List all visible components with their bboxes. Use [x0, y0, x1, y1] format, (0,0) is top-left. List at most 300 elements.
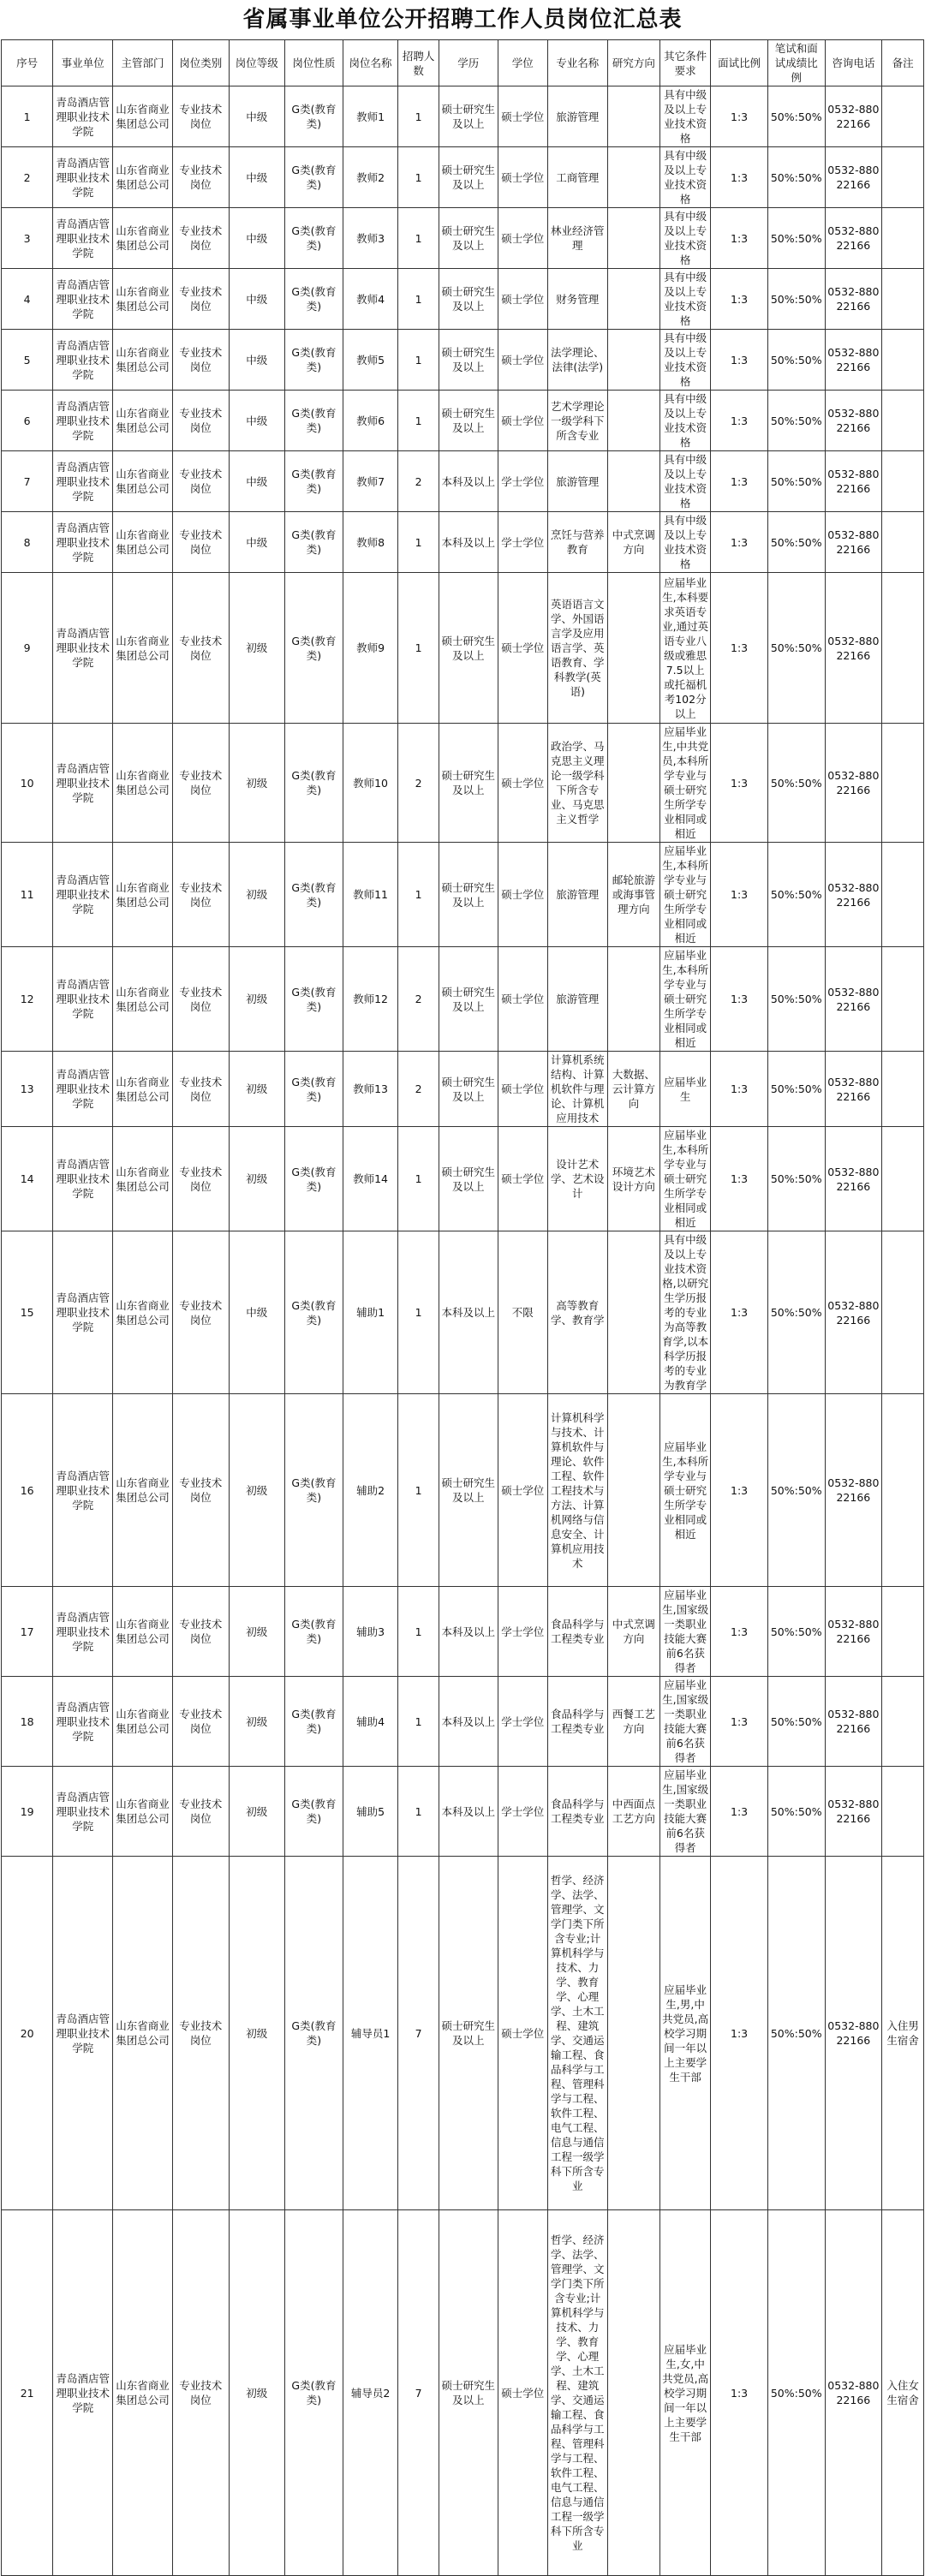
table-cell-dept: 山东省商业集团总公司 — [113, 1231, 173, 1394]
table-cell-unit: 青岛酒店管理职业技术学院 — [53, 1587, 113, 1677]
table-cell-major: 旅游管理 — [547, 451, 607, 512]
table-cell-level: 初级 — [229, 1394, 285, 1587]
table-cell-weight: 50%:50% — [767, 843, 825, 947]
table-cell-weight: 50%:50% — [767, 391, 825, 451]
table-cell-note — [882, 1231, 924, 1394]
table-cell-ratio: 1:3 — [711, 1052, 768, 1127]
table-cell-ratio: 1:3 — [711, 208, 768, 269]
table-cell-level: 中级 — [229, 208, 285, 269]
table-cell-category: 专业技术岗位 — [172, 269, 229, 330]
table-cell-post: 辅导员2 — [343, 2210, 398, 2576]
table-cell-education: 硕士研究生及以上 — [439, 573, 498, 724]
table-cell-degree: 学士学位 — [498, 1677, 547, 1767]
table-cell-dept: 山东省商业集团总公司 — [113, 1394, 173, 1587]
table-cell-education: 硕士研究生及以上 — [439, 1052, 498, 1127]
table-cell-post: 教师5 — [343, 330, 398, 391]
table-cell-no: 2 — [2, 147, 53, 208]
table-cell-unit: 青岛酒店管理职业技术学院 — [53, 1857, 113, 2210]
table-cell-count: 1 — [398, 86, 439, 147]
table-row — [2, 451, 924, 512]
table-cell-education: 硕士研究生及以上 — [439, 947, 498, 1052]
table-cell-degree: 硕士学位 — [498, 1052, 547, 1127]
table-cell-unit: 青岛酒店管理职业技术学院 — [53, 1394, 113, 1587]
table-cell-category: 专业技术岗位 — [172, 451, 229, 512]
table-row — [2, 269, 924, 330]
table-cell-dept: 山东省商业集团总公司 — [113, 391, 173, 451]
table-cell-major: 林业经济管理 — [547, 208, 607, 269]
table-cell-count: 1 — [398, 1231, 439, 1394]
table-cell-dept: 山东省商业集团总公司 — [113, 1587, 173, 1677]
table-cell-level: 初级 — [229, 947, 285, 1052]
table-cell-education: 硕士研究生及以上 — [439, 208, 498, 269]
table-cell-count: 1 — [398, 843, 439, 947]
table-cell-post: 辅助4 — [343, 1677, 398, 1767]
table-cell-count: 2 — [398, 724, 439, 843]
table-cell-level: 中级 — [229, 86, 285, 147]
table-cell-post: 教师3 — [343, 208, 398, 269]
table-cell-nature: G类(教育类) — [285, 269, 343, 330]
table-cell-phone: 0532-88022166 — [825, 208, 882, 269]
table-cell-no: 4 — [2, 269, 53, 330]
table-cell-note — [882, 1052, 924, 1127]
table-cell-no: 10 — [2, 724, 53, 843]
table-body — [2, 86, 924, 2576]
positions-table — [1, 39, 924, 2576]
table-cell-dept: 山东省商业集团总公司 — [113, 1677, 173, 1767]
table-cell-major: 食品科学与工程类专业 — [547, 1587, 607, 1677]
table-cell-degree: 硕士学位 — [498, 1127, 547, 1231]
table-row — [2, 843, 924, 947]
table-cell-level: 初级 — [229, 1857, 285, 2210]
table-cell-education: 硕士研究生及以上 — [439, 724, 498, 843]
table-cell-degree: 硕士学位 — [498, 947, 547, 1052]
table-cell-note — [882, 1394, 924, 1587]
table-cell-level: 初级 — [229, 1767, 285, 1857]
table-cell-major: 旅游管理 — [547, 86, 607, 147]
table-cell-education: 硕士研究生及以上 — [439, 1394, 498, 1587]
table-cell-unit: 青岛酒店管理职业技术学院 — [53, 843, 113, 947]
table-cell-education: 硕士研究生及以上 — [439, 86, 498, 147]
table-cell-research — [607, 1231, 659, 1394]
table-cell-post: 辅助2 — [343, 1394, 398, 1587]
table-row — [2, 724, 924, 843]
table-cell-phone: 0532-88022166 — [825, 1052, 882, 1127]
table-cell-category: 专业技术岗位 — [172, 2210, 229, 2576]
table-cell-nature: G类(教育类) — [285, 86, 343, 147]
table-cell-phone: 0532-88022166 — [825, 724, 882, 843]
table-cell-degree: 硕士学位 — [498, 724, 547, 843]
table-cell-ratio: 1:3 — [711, 451, 768, 512]
table-cell-ratio: 1:3 — [711, 2210, 768, 2576]
table-cell-post: 教师11 — [343, 843, 398, 947]
table-cell-level: 初级 — [229, 2210, 285, 2576]
table-cell-phone: 0532-88022166 — [825, 86, 882, 147]
table-row — [2, 208, 924, 269]
table-cell-research — [607, 451, 659, 512]
table-cell-research — [607, 947, 659, 1052]
table-cell-note — [882, 208, 924, 269]
table-cell-unit: 青岛酒店管理职业技术学院 — [53, 1127, 113, 1231]
table-cell-no: 21 — [2, 2210, 53, 2576]
table-cell-research — [607, 1857, 659, 2210]
table-cell-no: 3 — [2, 208, 53, 269]
table-cell-research: 邮轮旅游或海事管理方向 — [607, 843, 659, 947]
table-cell-phone: 0532-88022166 — [825, 147, 882, 208]
table-row — [2, 330, 924, 391]
table-cell-nature: G类(教育类) — [285, 147, 343, 208]
table-cell-unit: 青岛酒店管理职业技术学院 — [53, 330, 113, 391]
table-cell-degree: 硕士学位 — [498, 573, 547, 724]
table-cell-research — [607, 2210, 659, 2576]
table-cell-phone: 0532-88022166 — [825, 391, 882, 451]
table-cell-degree: 硕士学位 — [498, 86, 547, 147]
table-cell-weight: 50%:50% — [767, 1052, 825, 1127]
table-cell-level: 初级 — [229, 573, 285, 724]
table-cell-dept: 山东省商业集团总公司 — [113, 843, 173, 947]
table-cell-major: 设计艺术学、艺术设计 — [547, 1127, 607, 1231]
table-cell-note — [882, 573, 924, 724]
table-cell-weight: 50%:50% — [767, 451, 825, 512]
table-cell-category: 专业技术岗位 — [172, 843, 229, 947]
table-cell-major: 旅游管理 — [547, 843, 607, 947]
table-cell-count: 1 — [398, 1127, 439, 1231]
table-cell-major: 英语语言文学、外国语言学及应用语言学、英语教育、学科教学(英语) — [547, 573, 607, 724]
table-cell-degree: 硕士学位 — [498, 1394, 547, 1587]
table-cell-weight: 50%:50% — [767, 208, 825, 269]
table-cell-count: 1 — [398, 330, 439, 391]
table-cell-dept: 山东省商业集团总公司 — [113, 1127, 173, 1231]
table-cell-post: 教师2 — [343, 147, 398, 208]
table-cell-no: 6 — [2, 391, 53, 451]
table-cell-other: 应届毕业生,本科要求英语专业,通过英语专业八级或雅思7.5以上或托福机考102分以上 — [660, 573, 711, 724]
table-cell-other: 具有中级及以上专业技术资格 — [660, 147, 711, 208]
column-header: 笔试和面试成绩比例 — [767, 40, 825, 86]
table-cell-category: 专业技术岗位 — [172, 330, 229, 391]
table-cell-degree: 硕士学位 — [498, 147, 547, 208]
table-cell-degree: 硕士学位 — [498, 1857, 547, 2210]
table-cell-degree: 学士学位 — [498, 512, 547, 573]
table-cell-post: 教师7 — [343, 451, 398, 512]
table-cell-other: 具有中级及以上专业技术资格 — [660, 86, 711, 147]
table-cell-major: 哲学、经济学、法学、管理学、文学门类下所含专业;计算机科学与技术、力学、教育学、心理学、土木工程、建筑学、交通运输工程、食品科学与工程、管理科学与工程、软件工程、电气工程、信息与通信工程一级学科下所含专业 — [547, 1857, 607, 2210]
table-cell-ratio: 1:3 — [711, 724, 768, 843]
table-cell-other: 具有中级及以上专业技术资格,以研究生学历报考的专业为高等教育学,以本科学历报考的专业为教育学 — [660, 1231, 711, 1394]
table-cell-note — [882, 86, 924, 147]
header-row — [2, 40, 924, 86]
table-cell-post: 教师6 — [343, 391, 398, 451]
table-cell-ratio: 1:3 — [711, 843, 768, 947]
table-cell-level: 初级 — [229, 1677, 285, 1767]
table-cell-phone: 0532-88022166 — [825, 1394, 882, 1587]
table-cell-unit: 青岛酒店管理职业技术学院 — [53, 1677, 113, 1767]
table-cell-ratio: 1:3 — [711, 1767, 768, 1857]
table-cell-no: 9 — [2, 573, 53, 724]
table-cell-other: 应届毕业生,国家级一类职业技能大赛前6名获得者 — [660, 1587, 711, 1677]
table-row — [2, 1677, 924, 1767]
table-cell-other: 应届毕业生,本科所学专业与硕士研究生所学专业相同或相近 — [660, 843, 711, 947]
table-cell-major: 哲学、经济学、法学、管理学、文学门类下所含专业;计算机科学与技术、力学、教育学、心理学、土木工程、建筑学、交通运输工程、食品科学与工程、管理科学与工程、软件工程、电气工程、信息与通信工程一级学科下所含专业 — [547, 2210, 607, 2576]
table-cell-no: 20 — [2, 1857, 53, 2210]
column-header: 事业单位 — [53, 40, 113, 86]
table-cell-nature: G类(教育类) — [285, 1677, 343, 1767]
table-row — [2, 1587, 924, 1677]
table-cell-category: 专业技术岗位 — [172, 1231, 229, 1394]
table-cell-nature: G类(教育类) — [285, 1231, 343, 1394]
table-cell-unit: 青岛酒店管理职业技术学院 — [53, 573, 113, 724]
table-cell-note — [882, 1127, 924, 1231]
table-cell-education: 本科及以上 — [439, 1231, 498, 1394]
table-cell-weight: 50%:50% — [767, 573, 825, 724]
table-cell-unit: 青岛酒店管理职业技术学院 — [53, 724, 113, 843]
table-cell-education: 硕士研究生及以上 — [439, 2210, 498, 2576]
table-cell-research — [607, 269, 659, 330]
table-cell-note — [882, 843, 924, 947]
table-cell-phone: 0532-88022166 — [825, 1231, 882, 1394]
table-cell-major: 旅游管理 — [547, 947, 607, 1052]
table-cell-category: 专业技术岗位 — [172, 1677, 229, 1767]
table-cell-nature: G类(教育类) — [285, 1127, 343, 1231]
table-cell-phone: 0532-88022166 — [825, 512, 882, 573]
table-cell-nature: G类(教育类) — [285, 2210, 343, 2576]
table-cell-post: 辅助1 — [343, 1231, 398, 1394]
table-cell-count: 2 — [398, 451, 439, 512]
table-cell-post: 辅助5 — [343, 1767, 398, 1857]
table-cell-category: 专业技术岗位 — [172, 391, 229, 451]
table-cell-no: 14 — [2, 1127, 53, 1231]
column-header: 咨询电话 — [825, 40, 882, 86]
table-cell-nature: G类(教育类) — [285, 1587, 343, 1677]
table-cell-category: 专业技术岗位 — [172, 947, 229, 1052]
table-cell-dept: 山东省商业集团总公司 — [113, 330, 173, 391]
table-cell-nature: G类(教育类) — [285, 391, 343, 451]
table-cell-level: 初级 — [229, 724, 285, 843]
column-header: 学位 — [498, 40, 547, 86]
table-cell-level: 中级 — [229, 451, 285, 512]
table-cell-post: 教师10 — [343, 724, 398, 843]
table-cell-major: 政治学、马克思主义理论一级学科下所含专业、马克思主义哲学 — [547, 724, 607, 843]
table-cell-note — [882, 1767, 924, 1857]
table-cell-education: 硕士研究生及以上 — [439, 330, 498, 391]
table-row — [2, 1231, 924, 1394]
table-cell-note — [882, 269, 924, 330]
table-cell-phone: 0532-88022166 — [825, 1767, 882, 1857]
table-cell-category: 专业技术岗位 — [172, 1052, 229, 1127]
table-cell-education: 本科及以上 — [439, 1677, 498, 1767]
table-row — [2, 512, 924, 573]
table-cell-other: 具有中级及以上专业技术资格 — [660, 269, 711, 330]
table-row — [2, 947, 924, 1052]
column-header: 备注 — [882, 40, 924, 86]
table-cell-category: 专业技术岗位 — [172, 86, 229, 147]
table-row — [2, 1857, 924, 2210]
table-cell-weight: 50%:50% — [767, 1231, 825, 1394]
table-cell-ratio: 1:3 — [711, 1587, 768, 1677]
table-cell-research — [607, 208, 659, 269]
table-cell-nature: G类(教育类) — [285, 1052, 343, 1127]
table-cell-count: 1 — [398, 512, 439, 573]
table-cell-category: 专业技术岗位 — [172, 147, 229, 208]
table-cell-phone: 0532-88022166 — [825, 1857, 882, 2210]
table-cell-other: 具有中级及以上专业技术资格 — [660, 208, 711, 269]
table-cell-research — [607, 86, 659, 147]
table-row — [2, 1394, 924, 1587]
column-header: 专业名称 — [547, 40, 607, 86]
table-cell-count: 1 — [398, 208, 439, 269]
table-cell-education: 硕士研究生及以上 — [439, 391, 498, 451]
table-cell-post: 教师14 — [343, 1127, 398, 1231]
table-cell-unit: 青岛酒店管理职业技术学院 — [53, 512, 113, 573]
table-cell-weight: 50%:50% — [767, 1394, 825, 1587]
table-cell-education: 硕士研究生及以上 — [439, 1857, 498, 2210]
table-cell-weight: 50%:50% — [767, 269, 825, 330]
column-header: 面试比例 — [711, 40, 768, 86]
table-cell-note — [882, 512, 924, 573]
table-cell-weight: 50%:50% — [767, 1677, 825, 1767]
table-cell-dept: 山东省商业集团总公司 — [113, 147, 173, 208]
table-cell-count: 2 — [398, 1052, 439, 1127]
table-cell-education: 本科及以上 — [439, 1767, 498, 1857]
table-cell-major: 高等教育学、教育学 — [547, 1231, 607, 1394]
table-cell-count: 2 — [398, 947, 439, 1052]
table-row — [2, 1127, 924, 1231]
table-cell-nature: G类(教育类) — [285, 1394, 343, 1587]
table-cell-unit: 青岛酒店管理职业技术学院 — [53, 2210, 113, 2576]
table-cell-education: 本科及以上 — [439, 451, 498, 512]
table-cell-level: 初级 — [229, 1052, 285, 1127]
column-header: 岗位等级 — [229, 40, 285, 86]
table-cell-dept: 山东省商业集团总公司 — [113, 724, 173, 843]
table-cell-category: 专业技术岗位 — [172, 512, 229, 573]
table-cell-post: 教师9 — [343, 573, 398, 724]
table-cell-dept: 山东省商业集团总公司 — [113, 512, 173, 573]
table-cell-ratio: 1:3 — [711, 86, 768, 147]
table-row — [2, 1767, 924, 1857]
table-cell-dept: 山东省商业集团总公司 — [113, 573, 173, 724]
column-header: 序号 — [2, 40, 53, 86]
table-cell-post: 教师4 — [343, 269, 398, 330]
table-cell-weight: 50%:50% — [767, 1857, 825, 2210]
table-cell-dept: 山东省商业集团总公司 — [113, 86, 173, 147]
table-cell-dept: 山东省商业集团总公司 — [113, 2210, 173, 2576]
table-cell-nature: G类(教育类) — [285, 947, 343, 1052]
table-cell-ratio: 1:3 — [711, 391, 768, 451]
table-cell-level: 初级 — [229, 843, 285, 947]
table-cell-dept: 山东省商业集团总公司 — [113, 208, 173, 269]
table-cell-weight: 50%:50% — [767, 330, 825, 391]
table-cell-ratio: 1:3 — [711, 1857, 768, 2210]
table-cell-phone: 0532-88022166 — [825, 451, 882, 512]
table-cell-nature: G类(教育类) — [285, 573, 343, 724]
table-cell-unit: 青岛酒店管理职业技术学院 — [53, 1231, 113, 1394]
table-cell-other: 具有中级及以上专业技术资格 — [660, 330, 711, 391]
table-cell-level: 初级 — [229, 1127, 285, 1231]
column-header: 岗位性质 — [285, 40, 343, 86]
table-cell-category: 专业技术岗位 — [172, 1394, 229, 1587]
table-cell-unit: 青岛酒店管理职业技术学院 — [53, 1767, 113, 1857]
table-cell-major: 计算机系统结构、计算机软件与理论、计算机应用技术 — [547, 1052, 607, 1127]
table-cell-dept: 山东省商业集团总公司 — [113, 1857, 173, 2210]
table-cell-note — [882, 391, 924, 451]
table-cell-level: 中级 — [229, 269, 285, 330]
table-cell-unit: 青岛酒店管理职业技术学院 — [53, 208, 113, 269]
table-cell-note — [882, 1587, 924, 1677]
table-row — [2, 391, 924, 451]
table-cell-weight: 50%:50% — [767, 1587, 825, 1677]
table-cell-unit: 青岛酒店管理职业技术学院 — [53, 947, 113, 1052]
table-cell-no: 18 — [2, 1677, 53, 1767]
table-cell-count: 1 — [398, 1767, 439, 1857]
table-cell-degree: 硕士学位 — [498, 330, 547, 391]
table-cell-other: 应届毕业生,女,中共党员,高校学习期间一年以上主要学生干部 — [660, 2210, 711, 2576]
table-cell-other: 应届毕业生,本科所学专业与硕士研究生所学专业相同或相近 — [660, 1127, 711, 1231]
table-cell-no: 15 — [2, 1231, 53, 1394]
column-header: 招聘人数 — [398, 40, 439, 86]
table-cell-weight: 50%:50% — [767, 86, 825, 147]
table-cell-degree: 硕士学位 — [498, 208, 547, 269]
table-cell-count: 1 — [398, 1677, 439, 1767]
table-cell-nature: G类(教育类) — [285, 724, 343, 843]
table-cell-other: 应届毕业生,本科所学专业与硕士研究生所学专业相同或相近 — [660, 1394, 711, 1587]
table-cell-dept: 山东省商业集团总公司 — [113, 269, 173, 330]
table-cell-note — [882, 947, 924, 1052]
table-cell-ratio: 1:3 — [711, 1231, 768, 1394]
table-cell-category: 专业技术岗位 — [172, 1767, 229, 1857]
table-cell-major: 工商管理 — [547, 147, 607, 208]
table-cell-unit: 青岛酒店管理职业技术学院 — [53, 451, 113, 512]
table-cell-degree: 硕士学位 — [498, 269, 547, 330]
table-cell-research: 中式烹调方向 — [607, 1587, 659, 1677]
table-cell-phone: 0532-88022166 — [825, 2210, 882, 2576]
table-cell-unit: 青岛酒店管理职业技术学院 — [53, 1052, 113, 1127]
table-cell-major: 财务管理 — [547, 269, 607, 330]
table-cell-education: 硕士研究生及以上 — [439, 1127, 498, 1231]
table-cell-unit: 青岛酒店管理职业技术学院 — [53, 391, 113, 451]
table-cell-other: 应届毕业生,国家级一类职业技能大赛前6名获得者 — [660, 1767, 711, 1857]
table-cell-degree: 硕士学位 — [498, 391, 547, 451]
table-cell-research — [607, 147, 659, 208]
table-cell-no: 13 — [2, 1052, 53, 1127]
page-title: 省属事业单位公开招聘工作人员岗位汇总表 — [242, 7, 683, 33]
table-cell-phone: 0532-88022166 — [825, 1127, 882, 1231]
table-cell-major: 食品科学与工程类专业 — [547, 1677, 607, 1767]
table-cell-education: 硕士研究生及以上 — [439, 843, 498, 947]
table-cell-degree: 学士学位 — [498, 451, 547, 512]
table-cell-nature: G类(教育类) — [285, 330, 343, 391]
table-cell-count: 7 — [398, 2210, 439, 2576]
table-cell-dept: 山东省商业集团总公司 — [113, 947, 173, 1052]
table-cell-note — [882, 724, 924, 843]
table-cell-nature: G类(教育类) — [285, 1857, 343, 2210]
table-cell-ratio: 1:3 — [711, 512, 768, 573]
table-cell-degree: 学士学位 — [498, 1587, 547, 1677]
table-cell-research: 大数据、云计算方向 — [607, 1052, 659, 1127]
table-cell-degree: 硕士学位 — [498, 843, 547, 947]
table-cell-dept: 山东省商业集团总公司 — [113, 451, 173, 512]
table-row — [2, 86, 924, 147]
table-cell-major: 食品科学与工程类专业 — [547, 1767, 607, 1857]
table-cell-degree: 学士学位 — [498, 1767, 547, 1857]
table-cell-research: 中式烹调方向 — [607, 512, 659, 573]
table-cell-weight: 50%:50% — [767, 147, 825, 208]
table-cell-other: 应届毕业生,本科所学专业与硕士研究生所学专业相同或相近 — [660, 947, 711, 1052]
table-cell-weight: 50%:50% — [767, 1767, 825, 1857]
table-cell-note: 入住女生宿舍 — [882, 2210, 924, 2576]
table-cell-weight: 50%:50% — [767, 947, 825, 1052]
table-cell-other: 应届毕业生,国家级一类职业技能大赛前6名获得者 — [660, 1677, 711, 1767]
table-cell-no: 12 — [2, 947, 53, 1052]
table-cell-phone: 0532-88022166 — [825, 947, 882, 1052]
table-cell-level: 初级 — [229, 1587, 285, 1677]
